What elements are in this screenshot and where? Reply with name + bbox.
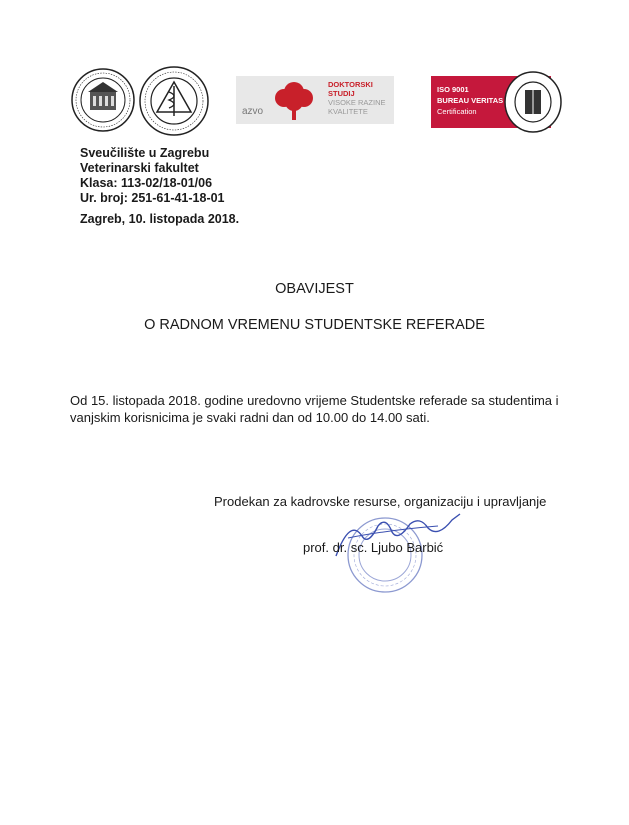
bv-line3: Certification — [437, 107, 477, 116]
signatory-title: Prodekan za kadrovske resurse, organizaciju i upravljanje — [214, 494, 547, 509]
bv-line1: ISO 9001 — [437, 85, 469, 94]
header-block — [80, 146, 225, 206]
klasa-number: Klasa: 113-02/18-01/06 — [80, 176, 213, 190]
notice-body: Od 15. listopada 2018. godine uredovno vrijeme Studentske referade sa studentima i vanjskim korisnicima je svaki radni dan od 10.00 do 14.00 sati. — [70, 393, 559, 425]
ur-broj-number: Ur. broj: 251-61-41-18-01 — [80, 191, 225, 205]
doctoral-line1: DOKTORSKI — [328, 80, 373, 89]
university-name: Sveučilište u Zagrebu — [80, 146, 210, 160]
doctoral-line3: VISOKE RAZINE — [328, 98, 386, 107]
doctoral-study-logo — [236, 76, 394, 124]
azvo-brand: azvo — [242, 106, 264, 117]
doctoral-line4: KVALITETE — [328, 107, 368, 116]
document-title: OBAVIJEST — [275, 281, 354, 297]
university-seal — [71, 68, 135, 132]
faculty-seal — [139, 66, 209, 136]
signatory-name: prof. dr. sc. Ljubo Barbić — [303, 540, 444, 555]
faculty-name: Veterinarski fakultet — [80, 161, 199, 175]
tree-icon — [264, 78, 324, 124]
document-date: Zagreb, 10. listopada 2018. — [80, 212, 240, 226]
handwritten-signature — [328, 508, 468, 564]
doctoral-line2: STUDIJ — [328, 89, 355, 98]
bureau-veritas-seal — [503, 70, 563, 134]
bv-line2: BUREAU VERITAS — [437, 96, 504, 105]
document-subtitle: O RADNOM VREMENU STUDENTSKE REFERADE — [144, 317, 485, 333]
